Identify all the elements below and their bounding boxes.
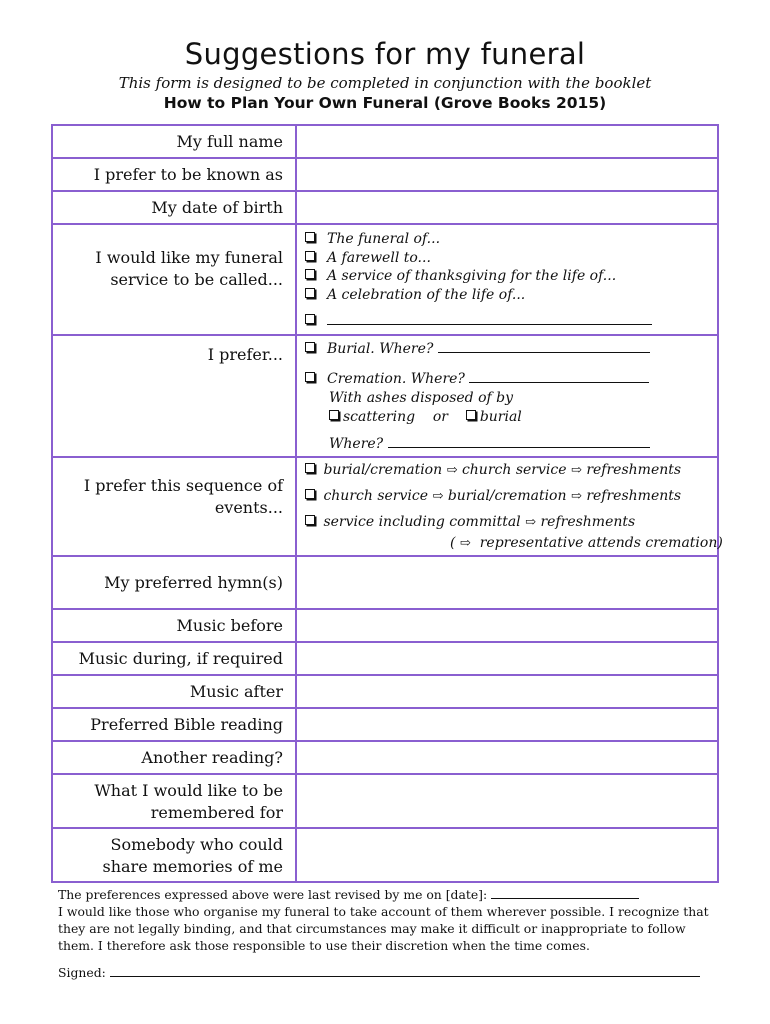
row-known-as [52,158,718,191]
service-option-other[interactable] [305,312,709,331]
row-service-name [52,224,718,335]
right-arrow-icon: ⇨ [570,463,582,478]
ashes-burial-option[interactable]: burial [479,409,522,425]
sequence-option-3[interactable]: service including committal ⇨ refreshments [305,513,709,532]
music-before-field[interactable] [296,609,718,642]
hymns-label: My preferred hymn(s) [104,572,283,592]
checkbox-icon[interactable] [305,288,315,298]
sequence-label-2: events... [214,498,283,517]
checkbox-icon[interactable] [305,232,315,242]
another-reading-field[interactable] [296,741,718,774]
row-prefer [52,335,718,457]
music-after-label: Music after [189,682,283,701]
another-reading-label: Another reading? [141,748,283,767]
known-as-field[interactable] [296,158,718,191]
ashes-options: scattering or burial [305,408,709,427]
row-hymns [52,556,718,609]
cremation-option[interactable]: Cremation. Where? [305,370,709,389]
ashes-where: Where? [305,435,709,454]
dob-field[interactable] [296,191,718,224]
bible-reading-field[interactable] [296,708,718,741]
burial-option[interactable]: Burial. Where? [305,340,709,359]
service-name-label-2: service to be called... [110,270,283,289]
service-other-line[interactable] [327,324,652,325]
music-before-label: Music before [176,616,283,635]
row-remembered [52,774,718,828]
full-name-field[interactable] [296,125,718,158]
checkbox-icon[interactable] [305,489,315,499]
right-arrow-icon: ⇨ [446,463,458,478]
row-dob [52,191,718,224]
full-name-label: My full name [176,132,283,151]
footer [58,886,718,954]
signature-field[interactable] [110,976,700,977]
checkbox-icon[interactable] [305,342,315,352]
footer-paragraph: I would like those who organise my funeral to take account of them wherever possible. I recognize that they are not legally binding, and that circumstances may make it difficult or inappropriate to follow them. I therefore ask those responsible to use their discretion when the time comes. [58,904,709,953]
row-bible-reading [52,708,718,741]
bible-reading-label: Preferred Bible reading [90,715,283,734]
remembered-field[interactable] [296,774,718,828]
sequence-option-1[interactable]: burial/cremation ⇨ church service ⇨ refreshments [305,461,709,480]
right-arrow-icon: ⇨ [525,515,537,530]
service-option[interactable]: The funeral of... [305,230,709,249]
music-after-field[interactable] [296,675,718,708]
checkbox-icon[interactable] [329,410,339,420]
ashes-text: With ashes disposed of by [329,390,514,406]
subtitle: This form is designed to be completed in conjunction with the booklet [118,74,652,92]
signature-line: Signed: [58,964,700,981]
memories-field[interactable] [296,828,718,882]
memories-label-2: share memories of me [102,857,283,876]
checkbox-icon[interactable] [305,251,315,261]
music-during-label: Music during, if required [78,649,283,668]
burial-where-line[interactable] [438,352,650,353]
row-music-after [52,675,718,708]
funeral-form-table [51,124,723,883]
row-sequence [52,457,718,556]
sequence-note: ( ⇨ representative attends cremation) [450,535,723,551]
service-option[interactable]: A celebration of the life of... [305,286,709,305]
service-name-label-1: I would like my funeral [95,248,283,267]
row-music-before [52,609,718,642]
service-option[interactable]: A service of thanksgiving for the life of... [305,267,709,286]
remembered-label-1: What I would like to be [94,781,283,800]
revised-line: The preferences expressed above were last revised by me on [date]: [58,886,718,903]
row-memories [52,828,718,882]
revised-date-line[interactable] [491,898,639,899]
checkbox-icon[interactable] [305,463,315,473]
cremation-where-line[interactable] [469,382,649,383]
right-arrow-icon: ⇨ [570,489,582,504]
sequence-option-2[interactable]: church service ⇨ burial/cremation ⇨ refreshments [305,487,709,506]
remembered-label-2: remembered for [150,803,283,822]
page-title: Suggestions for my funeral [184,37,586,71]
known-as-label: I prefer to be known as [93,165,283,184]
right-arrow-icon: ⇨ [459,536,471,551]
checkbox-icon[interactable] [305,269,315,279]
row-music-during [52,642,718,675]
hymns-field[interactable] [296,556,718,609]
prefer-label: I prefer... [207,345,283,364]
scattering-option[interactable]: scattering [343,409,416,425]
right-arrow-icon: ⇨ [432,489,444,504]
book-title: How to Plan Your Own Funeral (Grove Books 2015) [163,94,607,112]
music-during-field[interactable] [296,642,718,675]
checkbox-icon[interactable] [466,410,476,420]
dob-label: My date of birth [151,198,283,217]
sequence-label-1: I prefer this sequence of [83,476,283,495]
ashes-where-line[interactable] [388,447,650,448]
checkbox-icon[interactable] [305,372,315,382]
checkbox-icon[interactable] [305,314,315,324]
memories-label-1: Somebody who could [110,835,283,854]
row-another-reading [52,741,718,774]
row-full-name [52,125,718,158]
service-option[interactable]: A farewell to... [305,249,709,268]
checkbox-icon[interactable] [305,515,315,525]
